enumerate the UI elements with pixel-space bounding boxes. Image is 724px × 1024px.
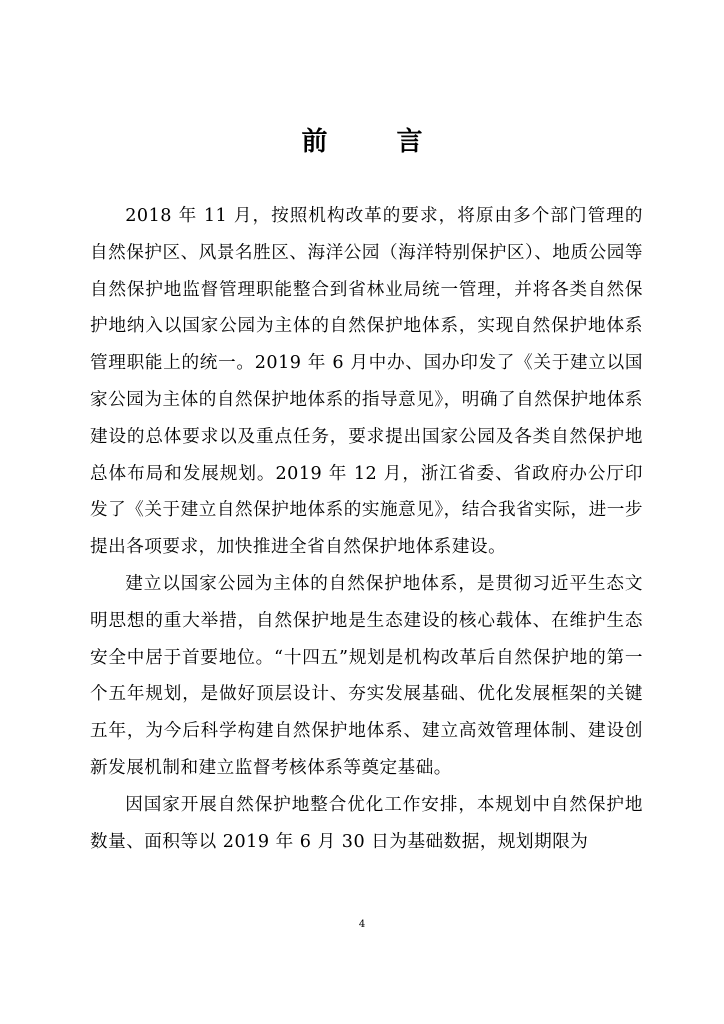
- page-title: 前 言: [301, 127, 453, 157]
- paragraph-3: 因国家开展自然保护地整合优化工作安排，本规划中自然保护地数量、面积等以 2019 年 6 月 30 日为基础数据，规划期限为: [90, 794, 643, 852]
- body-text: [90, 198, 643, 860]
- paragraph-2: 建立以国家公园为主体的自然保护地体系，是贯彻习近平生态文明思想的重大举措，自然保护地是生态建设的核心载体、在维护生态安全中居于首要地位。“十四五”规划是机构改革后自然保护地的第一个五年规划，是做好顶层设计、夯实发展基础、优化发展框架的关键五年，为今后科学构建自然保护地体系、建立高效管理体制、建设创新发展机制和建立监督考核体系等奠定基础。: [90, 573, 643, 778]
- paragraph-1: 2018 年 11 月，按照机构改革的要求，将原由多个部门管理的自然保护区、风景名胜区、海洋公园（海洋特别保护区）、地质公园等自然保护地监督管理职能整合到省林业局统一管理，并将各类自然保护地纳入以国家公园为主体的自然保护地体系，实现自然保护地体系管理职能上的统一。2019 年 6 月中办、国办印发了《关于建立以国家公园为主体的自然保护地体系的指导意见》，明确了自然保护地体系建设的总体要求以及重点任务，要求提出国家公园及各类自然保护地总体布局和发展规划。2019 年 12 月，浙江省委、省政府办公厅印发了《关于建立自然保护地体系的实施意见》，结合我省实际，进一步提出各项要求，加快推进全省自然保护地体系建设。: [90, 206, 643, 558]
- page-number: 4: [358, 919, 366, 930]
